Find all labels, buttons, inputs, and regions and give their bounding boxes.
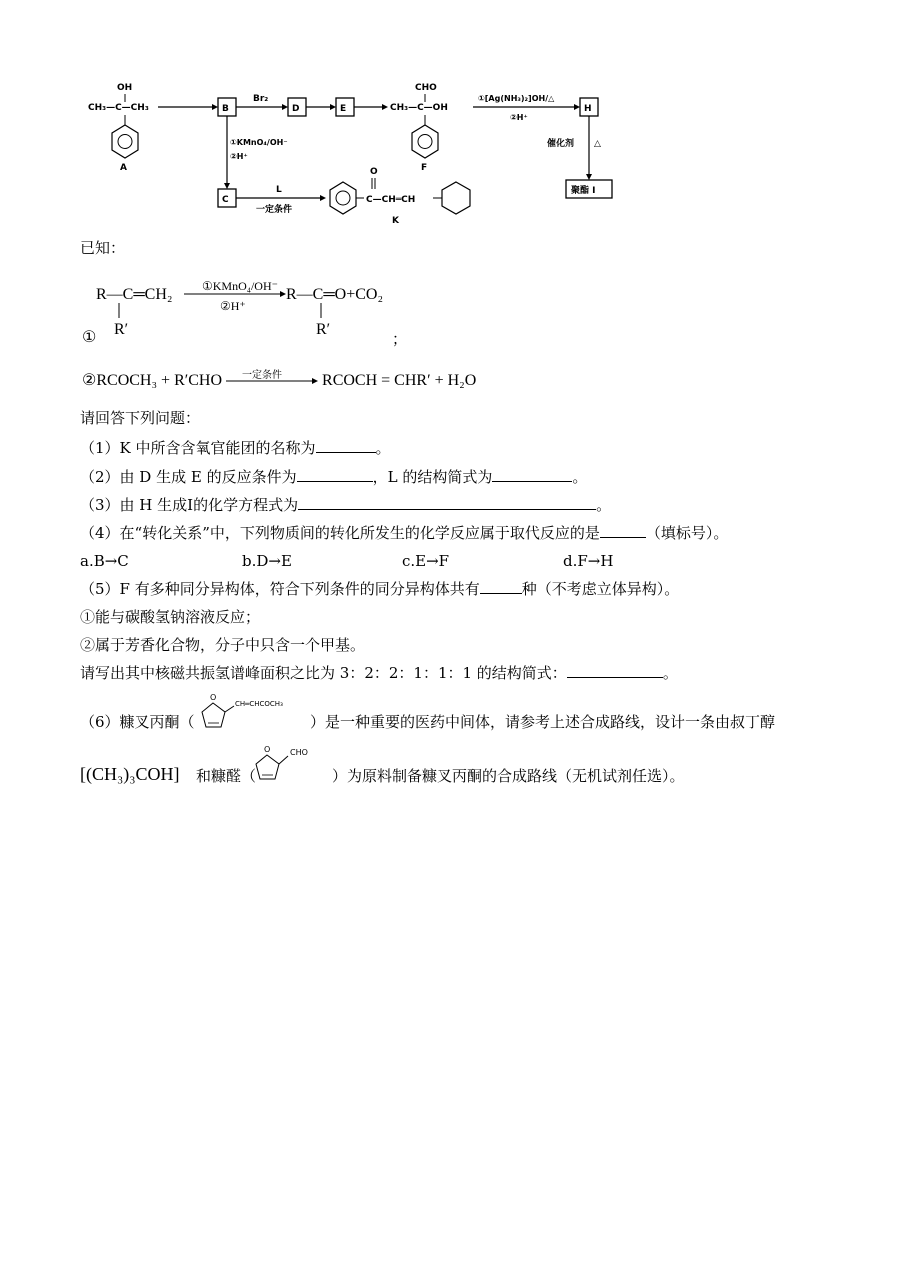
option-d: d.F→H	[563, 552, 614, 570]
compound-a	[88, 83, 149, 173]
svg-text:O: O	[264, 745, 271, 754]
question-4-end: （填标号）。	[645, 524, 729, 542]
svg-text:CH₃—C—OH: CH₃—C—OH	[390, 103, 448, 113]
svg-text:①KMnO₄/OH⁻: ①KMnO₄/OH⁻	[230, 138, 288, 147]
known-reaction-2-arrow	[226, 370, 318, 388]
question-2-end: 。	[572, 468, 588, 486]
svg-text:②H⁺: ②H⁺	[510, 113, 528, 122]
svg-text:②H⁺: ②H⁺	[230, 152, 248, 161]
answer-blank-nmr[interactable]	[567, 677, 663, 678]
known-reaction-2	[82, 371, 476, 391]
reaction-scheme	[80, 70, 620, 240]
answer-blank-5[interactable]	[480, 593, 522, 594]
question-4-text: （4）在“转化关系”中，下列物质间的转化所发生的化学反应属于取代反应的是	[80, 524, 600, 542]
tert-butanol-formula: [(CH₃)₃COH]	[80, 764, 180, 784]
question-3-text: （3）由 H 生成I的化学方程式为	[80, 496, 299, 514]
known-reaction-1-number: ①	[82, 329, 97, 346]
svg-text:E: E	[340, 104, 347, 114]
svg-text:F: F	[421, 163, 428, 173]
svg-text:一定条件: 一定条件	[256, 205, 293, 215]
question-3	[80, 495, 611, 515]
option-c: c.E→F	[402, 552, 450, 570]
svg-text:CH₃—C—CH₃: CH₃—C—CH₃	[88, 103, 149, 113]
furfural-structure	[252, 742, 336, 790]
questions-intro: 请回答下列问题：	[80, 409, 201, 427]
question-1-text: （1）K 中所含含氧官能团的名称为	[80, 439, 316, 457]
svg-text:C: C	[222, 195, 229, 205]
svg-text:R′: R′	[114, 321, 129, 338]
svg-text:R—C═CH₂: R—C═CH₂	[96, 286, 173, 303]
question-5-end: 种（不考虑立体异构）。	[521, 580, 680, 598]
answer-blank-3[interactable]	[298, 509, 596, 510]
known-reaction-2-condition: 一定条件	[242, 370, 283, 382]
known-reaction-1-semicolon: ；	[392, 332, 408, 348]
question-2-text: （2）由 D 生成 E 的反应条件为	[80, 468, 297, 486]
svg-text:R—C═O+CO₂: R—C═O+CO₂	[286, 286, 384, 303]
nmr-question-end: 。	[662, 664, 678, 682]
question-6-furfural: 和糠醛（	[196, 767, 257, 785]
question-5-text: （5）F 有多种同分异构体，符合下列条件的同分异构体共有	[80, 580, 480, 598]
svg-text:△: △	[594, 139, 601, 149]
question-2-mid: ，L 的结构简式为	[372, 468, 493, 486]
question-4	[80, 523, 728, 543]
svg-text:B: B	[222, 104, 229, 114]
svg-text:OH: OH	[117, 83, 133, 93]
question-6-mid: ）是一种重要的医药中间体，请参考上述合成路线，设计一条由叔丁醇	[310, 713, 776, 731]
svg-text:CH═CHCOCH₃: CH═CHCOCH₃	[235, 700, 283, 708]
svg-text:①KMnO₄/OH⁻: ①KMnO₄/OH⁻	[202, 279, 278, 293]
svg-text:CHO: CHO	[415, 83, 437, 93]
svg-text:O: O	[370, 167, 378, 177]
furfurylidene-acetone-structure	[198, 690, 310, 738]
question-6-end: ）为原料制备糠叉丙酮的合成路线（无机试剂任选）。	[332, 767, 685, 785]
question-1-end: 。	[375, 439, 391, 457]
svg-text:聚酯 I: 聚酯 I	[571, 186, 596, 196]
question-3-end: 。	[596, 496, 612, 514]
nmr-question-text: 请写出其中核磁共振氢谱峰面积之比为 3：2：2：1：1：1 的结构简式：	[80, 664, 567, 682]
svg-text:R′: R′	[316, 321, 331, 338]
known-reaction-2-right: RCOCH = CHR′ + H₂O	[322, 372, 477, 389]
svg-text:CHO: CHO	[290, 748, 308, 757]
answer-blank-2b[interactable]	[492, 481, 572, 482]
condition-2: ②属于芳香化合物，分子中只含一个甲基。	[80, 636, 366, 654]
question-2	[80, 467, 587, 487]
svg-text:②H⁺: ②H⁺	[220, 299, 246, 313]
svg-text:O: O	[210, 693, 217, 702]
condition-1: ①能与碳酸氢钠溶液反应；	[80, 608, 261, 626]
svg-text:D: D	[292, 104, 300, 114]
known-reaction-1	[80, 274, 420, 346]
compound-f	[390, 83, 448, 173]
svg-text:K: K	[392, 216, 399, 226]
nmr-question	[80, 663, 678, 683]
question-1	[80, 438, 391, 458]
svg-text:H: H	[584, 104, 592, 114]
known-reaction-2-left: ②RCOCH₃ + R′CHO	[82, 372, 223, 389]
question-6-start: （6）糠叉丙酮（	[80, 713, 195, 731]
answer-blank-2a[interactable]	[297, 481, 373, 482]
svg-text:催化剂: 催化剂	[547, 139, 575, 149]
svg-text:L: L	[276, 185, 282, 195]
svg-text:①[Ag(NH₃)₂]OH/△: ①[Ag(NH₃)₂]OH/△	[478, 94, 555, 103]
svg-text:Br₂: Br₂	[253, 94, 269, 104]
answer-blank-1[interactable]	[316, 452, 376, 453]
known-title: 已知：	[80, 239, 126, 257]
svg-text:C—CH═CH: C—CH═CH	[366, 195, 416, 205]
answer-blank-4[interactable]	[600, 537, 646, 538]
svg-text:A: A	[120, 163, 127, 173]
question-5	[80, 579, 679, 599]
option-b: b.D→E	[242, 552, 292, 570]
option-a: a.B→C	[80, 552, 129, 570]
compound-k	[330, 167, 470, 226]
